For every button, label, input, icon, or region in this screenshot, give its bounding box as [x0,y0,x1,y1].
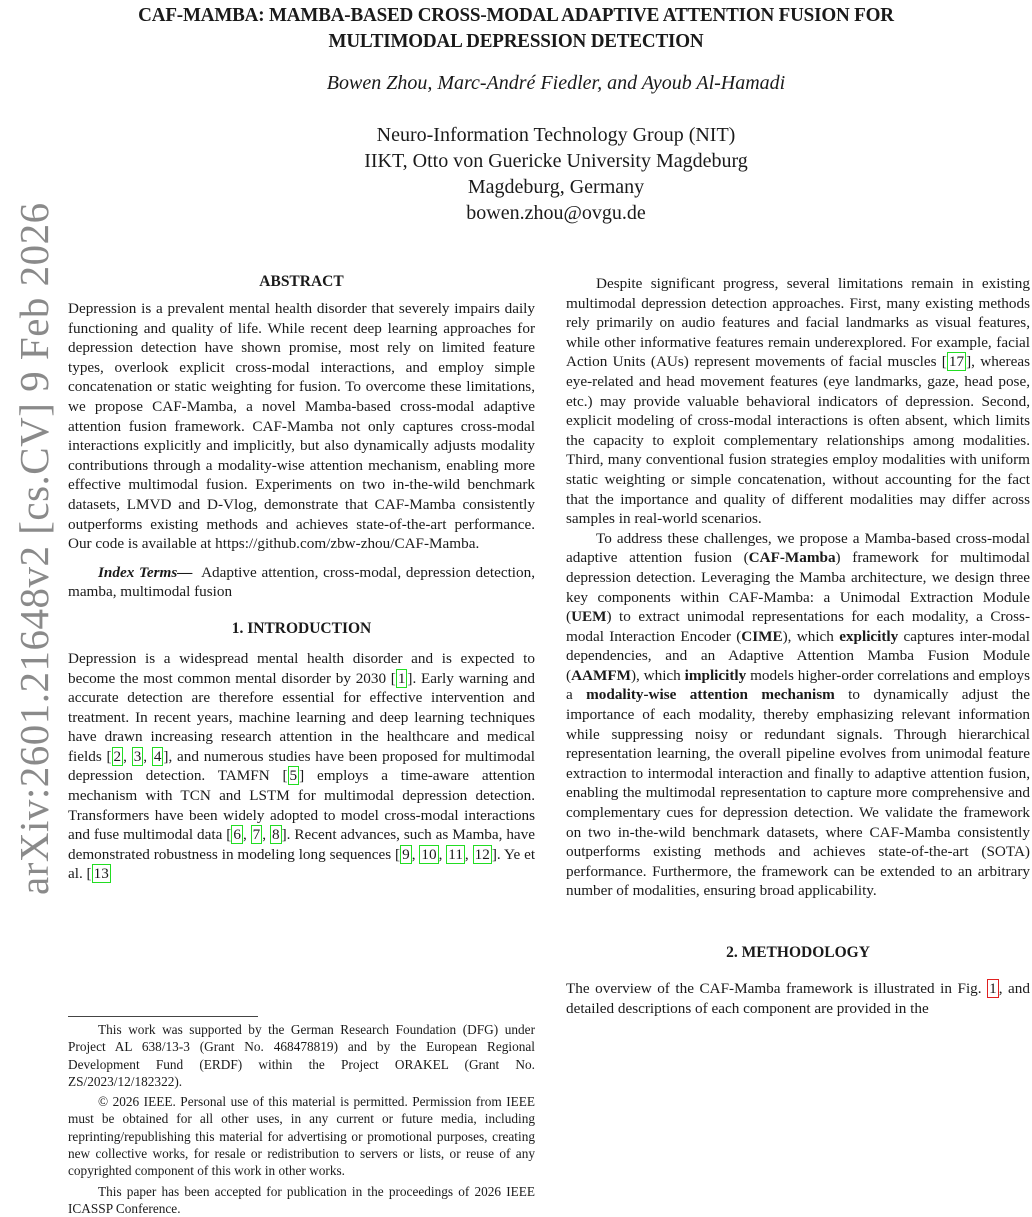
abstract-text: Depression is a prevalent mental health disorder that severely impairs daily functioning and quality of life. While recent deep learning approaches for depression detection have shown promise, most rely on limited feature types, overlook explicit cross-modal interactions, and employ simple concatenation or static weighting for fusion. To overcome these limitations, we propose CAF-Mamba, a novel Mamba-based cross-modal adaptive attention fusion framework. CAF-Mamba not only captures cross-modal interactions explicitly and implicitly, but also dynamically adjusts modality contributions through a modality-wise attention mechanism, enabling more effective multimodal fusion. Experiments on two in-the-wild benchmark datasets, LMVD and D-Vlog, demonstrate that CAF-Mamba consistently outperforms existing methods and achieves state-of-the-art performance. Our code is available at https://github.com/zbw-zhou/CAF-Mamba. [68,300,535,553]
citation-link[interactable]: 17 [948,353,965,371]
caf-mamba-term: CAF-Mamba [748,549,836,567]
explicitly-term: explicitly [839,627,899,645]
figure-ref-link[interactable]: 1 [989,980,997,997]
citation-link[interactable]: 8 [272,826,280,844]
left-column [68,272,536,1216]
aamfm-term: AAMFM [571,666,631,684]
intro-heading: 1. INTRODUCTION [231,619,372,637]
intro-paragraph-1: Depression is a widespread mental health disorder and is expected to become the most common mental disorder by 2030 [ 1 ]. Early warning and accurate detection are therefore essential for effective intervention and treatment. In recent years, machine learning and deep learning techniques have drawn increasing research attention in the healthcare and medical fields [ 2 , 3 , 4 ], and numerous studies have been proposed for multimodal depression detection. TAMFN [ 5 ] employs a time-aware attention mechanism with TCN and LSTM for multimodal depression detection. Transformers have been widely adopted to model cross-modal interactions and fuse multimodal data [ 6 , 7 , 8 ]. Recent advances, such as Mamba, have demonstrated robustness in modeling long sequences [ 9 , 10 , 11 , 12 ]. Ye et al. [ 13 [68,649,536,883]
right-column [566,274,1030,1018]
citation-link[interactable]: 7 [252,826,261,844]
cime-term: CIME [741,627,783,645]
citation-link[interactable]: 5 [289,767,298,785]
index-terms [68,563,535,602]
arxiv-stamp[interactable]: arXiv:2601.21648v2 [cs.CV] 9 Feb 2026 [11,202,57,895]
citation-link[interactable]: 4 [153,747,162,765]
authors: Bowen Zhou, Marc-André Fiedler, and Ayoub Al-Hamadi [326,72,786,94]
abstract-heading: ABSTRACT [259,273,344,290]
methodology-paragraph-1: The overview of the CAF-Mamba framework is illustrated in Fig. 1 , and detailed descriptions of each component are provided in the [566,980,1030,1017]
footnote-copyright: © 2026 IEEE. Personal use of this material is permitted. Permission from IEEE must be obtained for all other uses, in any current or future media, including reprinting/republishing this material for advertising or promotional purposes, creating new collective works, for resale or redistribution to servers or lists, or reuse of any copyrighted component of this work in other works. [68,1094,535,1179]
intro-paragraph-2: Despite significant progress, several limitations remain in existing multimodal depression detection approaches. First, many existing methods rely primarily on audio features and facial landmarks as visual features, while other informative features remain underexplored. For example, facial Action Units (AUs) represent movements of facial muscles [ 17 ], whereas eye-related and head movement features (eye landmarks, gaze, head pose, etc.) may provide valuable behavioral indicators of depression. Second, explicit modeling of cross-modal interactions is often absent, which limits the capacity to exploit complementary relationships among modalities. Third, many conventional fusion strategies employ modalities with uniform static weighting or simple concatenation, without accounting for the fact that the importance and quality of different modalities may differ across samples in real-world scenarios. [566,275,1030,528]
citation-link[interactable]: 2 [113,747,122,765]
citation-link[interactable]: 10 [421,845,437,863]
affiliation [40,122,1032,226]
attention-mechanism-term: modality-wise attention mechanism [586,686,835,704]
title-line-2: MULTIMODAL DEPRESSION DETECTION [328,30,704,52]
intro-paragraph-3: To address these challenges, we propose a Mamba-based cross-modal adaptive attention fusion (CAF-Mamba) framework for multimodal depression detection. Leveraging the Mamba architecture, we design three key components within CAF-Mamba: a Unimodal Extraction Module (UEM) to extract unimodal representations for each modality, a Cross-modal Interaction Encoder (CIME), which explicitly captures inter-modal dependencies, and an Adaptive Attention Mamba Fusion Module (AAMFM), which implicitly models higher-order correlations and employs a modality-wise attention mechanism to dynamically adjust the importance of each modality, thereby emphasizing relevant information while suppressing noisy or redundant signals. Through hierarchical representation learning, the overall pipeline evolves from unimodal feature extraction to intermodal interaction and finally to adaptive attention fusion, enabling the multimodal representation to capture more comprehensive and complementary cues for depression detection. We validate the framework on two in-the-wild benchmark datasets, where CAF-Mamba consistently outperforms existing methods and achieves state-of-the-art (SOTA) performance. Furthermore, the framework can be extended to an arbitrary number of modalities, ensuring broad applicability. [566,529,1031,900]
methodology-heading: 2. METHODOLOGY [726,944,870,961]
citation-link[interactable]: 6 [233,826,241,844]
citation-link[interactable]: 9 [402,845,410,863]
footnote-accepted: This paper has been accepted for publication in the proceedings of 2026 IEEE ICASSP Conference. [68,1183,535,1216]
title-line-1: CAF-MAMBA: MAMBA-BASED CROSS-MODAL ADAPTIVE ATTENTION FUSION FOR [138,4,894,26]
affiliation-institute: IIKT, Otto von Guericke University Magdeburg [364,150,748,172]
footnote-rule [68,1016,258,1017]
affiliation-location: Magdeburg, Germany [467,176,645,198]
footnote-funding: This work was supported by the German Research Foundation (DFG) under Project AL 638/13-3 (Grant No. 468478819) and by the European Regional Development Fund (ERDF) within the Project ORAKEL (Grant No. ZS/2023/12/182322). [68,1022,535,1089]
citation-link[interactable]: 12 [474,845,490,863]
citation-link[interactable]: 1 [397,669,406,687]
index-terms-list: Adaptive attention, cross-modal, depression detection, mamba, multimodal fusion [68,563,535,601]
footnotes [68,1016,535,1217]
implicitly-term: implicitly [684,666,747,684]
author-email[interactable]: bowen.zhou@ovgu.de [466,202,646,224]
affiliation-group: Neuro-Information Technology Group (NIT) [376,124,736,146]
paper-title [36,2,996,54]
index-terms-label: Index Terms— [98,563,193,581]
citation-link[interactable]: 3 [133,747,142,765]
uem-term: UEM [571,608,607,626]
citation-link[interactable]: 13 [93,865,109,883]
citation-link[interactable]: 11 [448,845,463,863]
